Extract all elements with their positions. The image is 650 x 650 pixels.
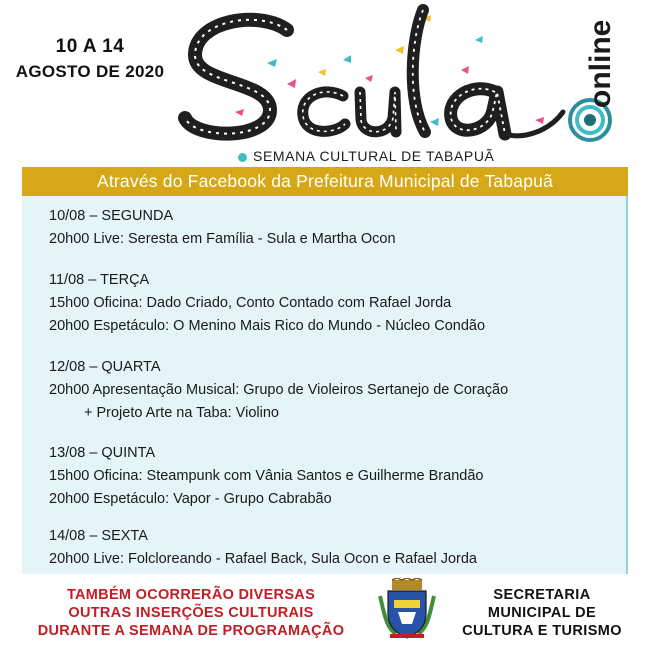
secretaria-line: CULTURA E TURISMO [462,623,622,639]
day-heading: 10/08 – SEGUNDA [49,208,174,224]
day-heading: 11/08 – TERÇA [49,272,150,288]
dates-range: 10 A 14 [55,36,125,57]
schedule-item: + Projeto Arte na Taba: Violino [84,405,279,421]
day-heading: 13/08 – QUINTA [49,445,156,461]
day-heading: 12/08 – QUARTA [49,359,161,375]
secretaria-label [442,586,642,640]
festival-subtitle [238,148,558,164]
schedule-item: 20h00 Apresentação Musical: Grupo de Violeiros Sertanejo de Coração [49,382,509,398]
online-label: online [584,19,617,108]
scula-logo-art [175,0,570,150]
facebook-banner: Através do Facebook da Prefeitura Municipal de Tabapuã [22,167,628,196]
schedule-panel [22,196,628,574]
schedule-day-4 [49,442,619,511]
scula-logo [175,0,570,150]
schedule-day-1 [49,205,619,251]
schedule-item: 15h00 Oficina: Dado Criado, Conto Contado com Rafael Jorda [49,295,452,311]
event-dates [6,36,174,82]
online-badge [566,8,626,148]
teal-dot-icon [238,153,247,162]
municipal-crest-icon [376,578,438,642]
notice-line: DURANTE A SEMANA DE PROGRAMAÇÃO [37,623,345,639]
schedule-day-3 [49,356,619,425]
schedule-item: 15h00 Oficina: Steampunk com Vânia Santos e Guilherme Brandão [49,468,484,484]
secretaria-line: SECRETARIA [493,587,591,603]
notice-line: OUTRAS INSERÇÕES CULTURAIS [68,605,314,621]
schedule-item: 20h00 Espetáculo: O Menino Mais Rico do Mundo - Núcleo Condão [49,318,486,334]
cultural-notice [6,586,376,640]
online-badge-art [566,8,626,148]
schedule-item: 20h00 Espetáculo: Vapor - Grupo Cabrabão [49,491,332,507]
schedule-item: 20h00 Live: Folcloreando - Rafael Back, Sula Ocon e Rafael Jorda [49,551,477,567]
schedule-day-2 [49,269,619,338]
schedule-day-5 [49,525,619,571]
subtitle-text: SEMANA CULTURAL DE TABAPUÃ [253,148,495,164]
schedule-item: 20h00 Live: Seresta em Família - Sula e Martha Ocon [49,231,396,247]
notice-line: TAMBÉM OCORRERÃO DIVERSAS [66,587,316,603]
dates-month-year: AGOSTO DE 2020 [15,62,165,81]
secretaria-line: MUNICIPAL DE [487,605,597,621]
day-heading: 14/08 – SEXTA [49,528,148,544]
